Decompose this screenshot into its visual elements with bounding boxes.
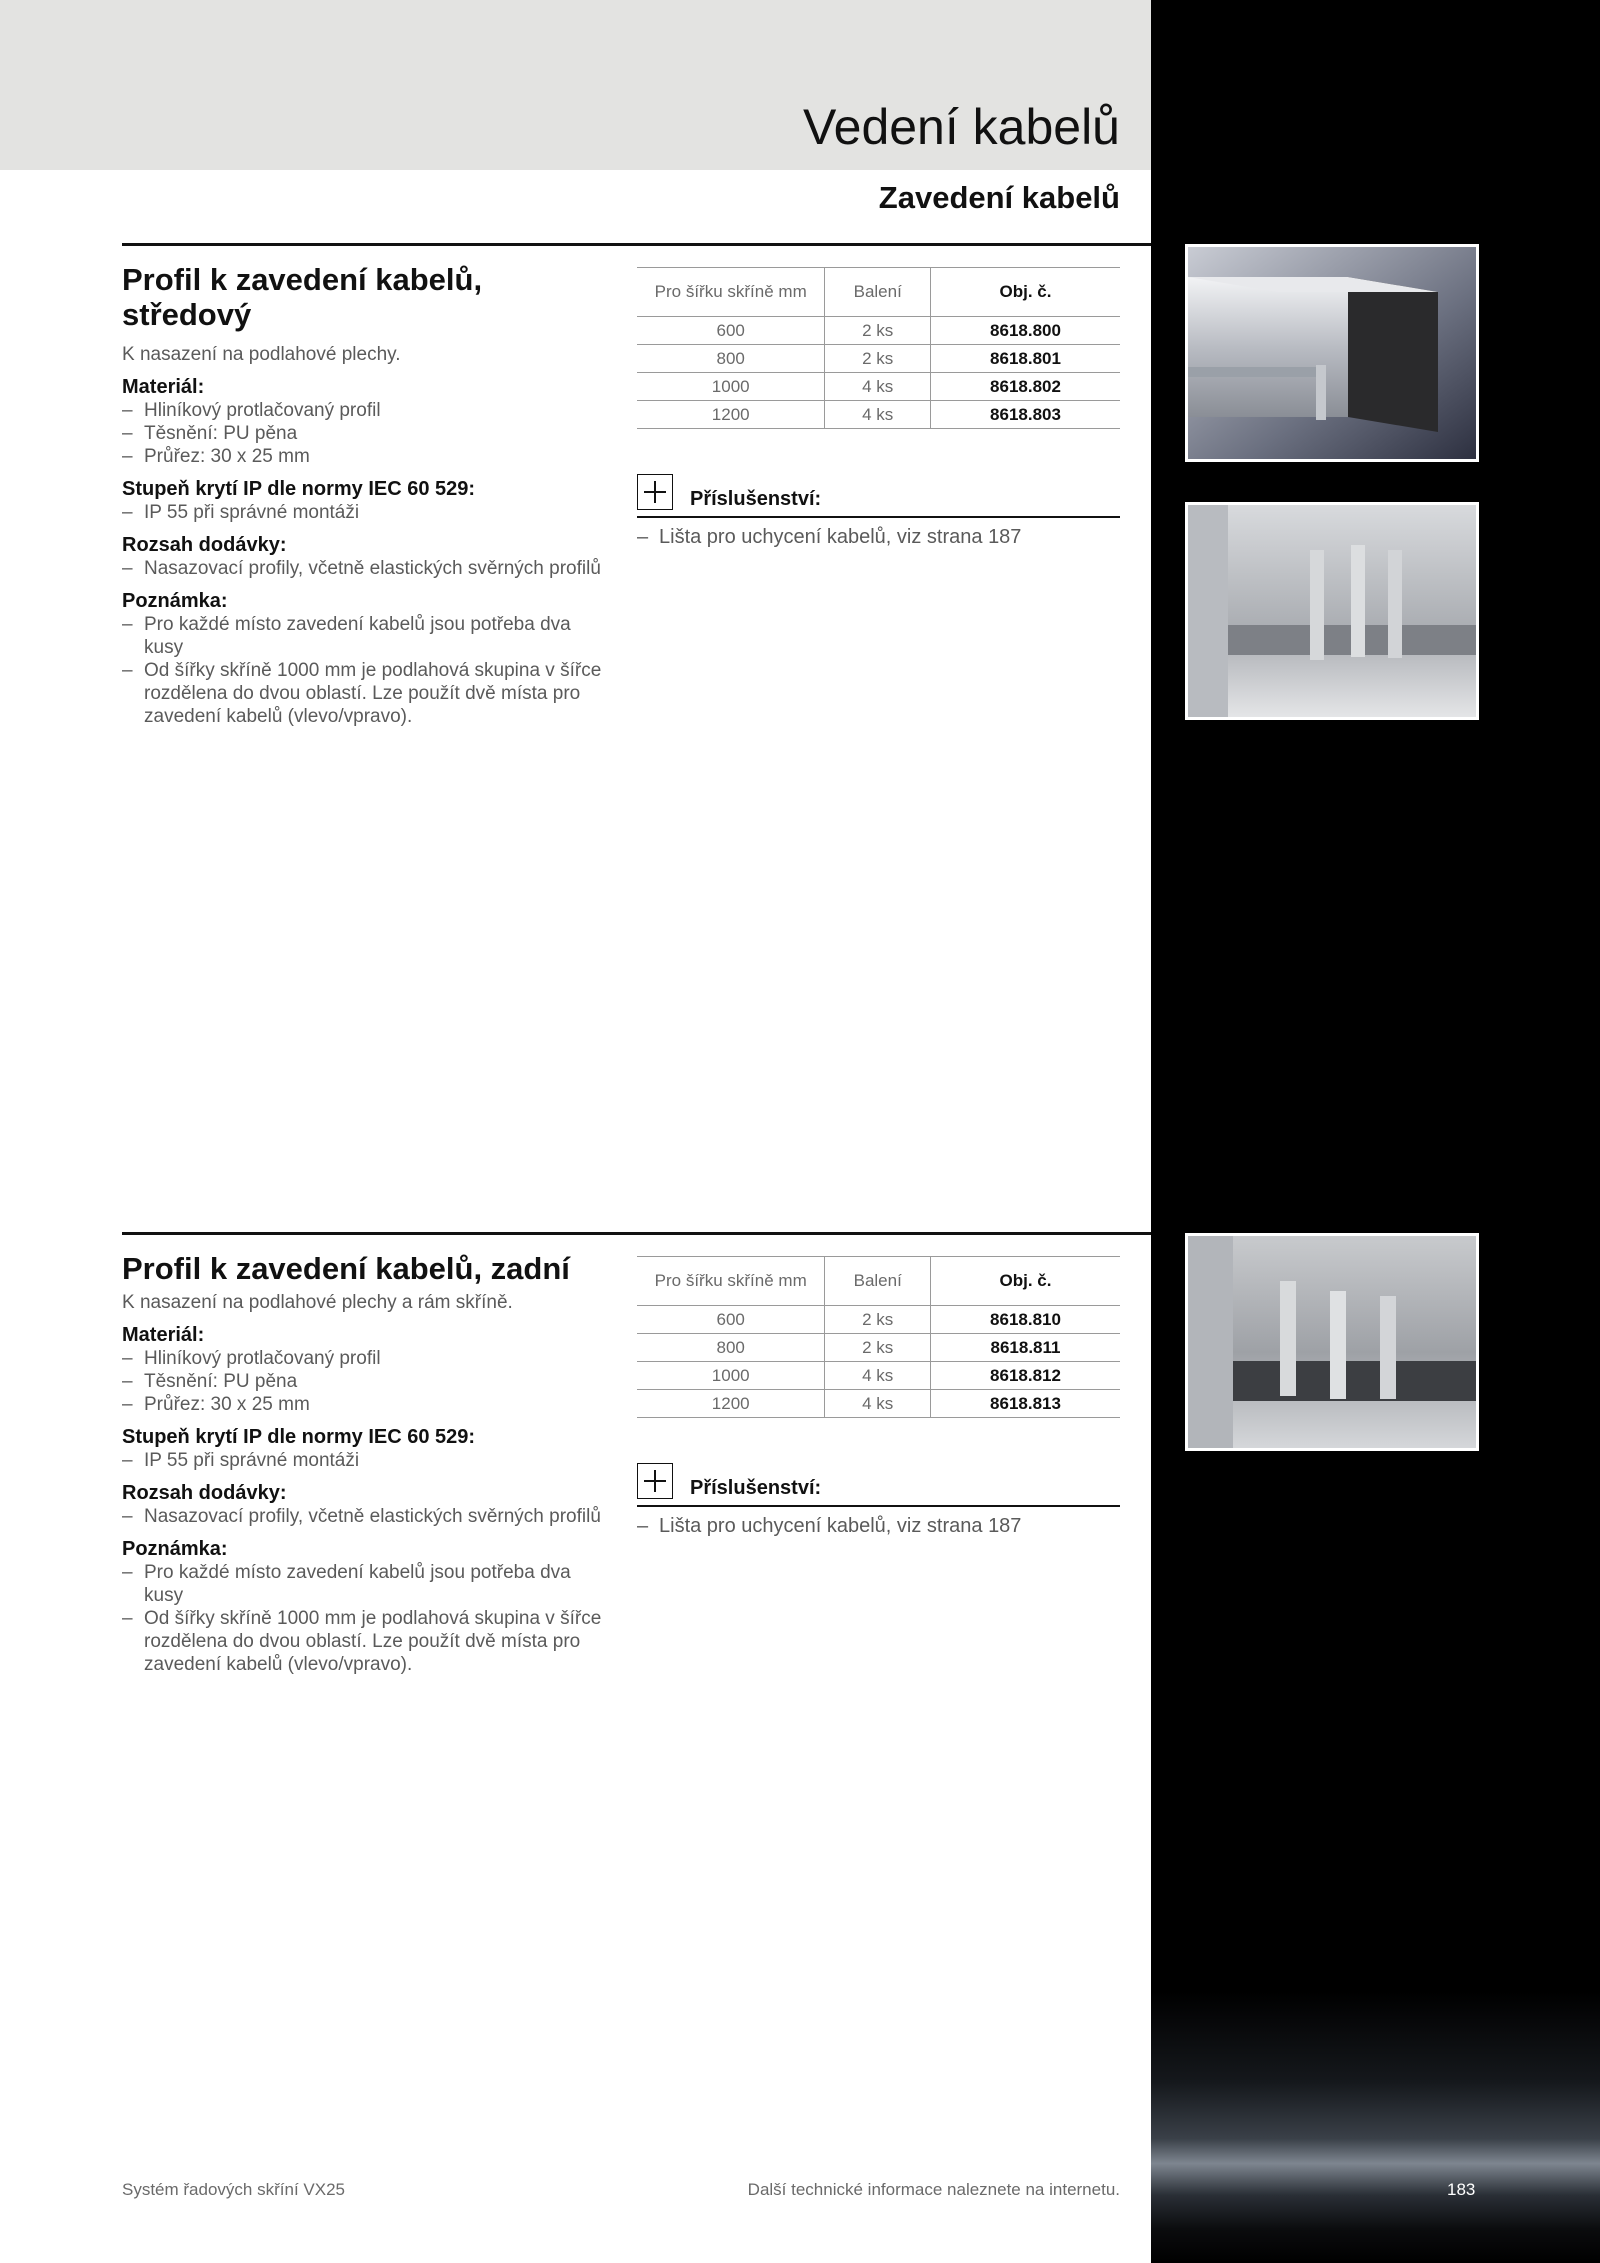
list-item: – Hliníkový protlačovaný profil [122,1348,381,1369]
cell-order: 8618.811 [931,1334,1120,1362]
product-description-1 [122,262,602,728]
list-item: – Těsnění: PU pěna [122,1371,298,1392]
list-item: – Průřez: 30 x 25 mm [122,446,310,467]
table-row [637,1362,1120,1390]
table-header-row [637,1257,1120,1306]
table-row [637,401,1120,429]
product-photo-rear [1185,1233,1479,1451]
block-material [122,376,602,468]
order-table-1 [637,267,1120,429]
page-number: 183 [1447,2180,1476,2199]
block-heading: Poznámka: [122,590,228,612]
accessories-header [637,1459,1120,1507]
accessory-item: – Lišta pro uchycení kabelů, viz strana 187 [637,526,1022,548]
product-photo-installed [1185,502,1479,720]
list-item: – Průřez: 30 x 25 mm [122,1394,310,1415]
list-item: – Hliníkový protlačovaný profil [122,400,381,421]
cell-pack: 2 ks [825,345,931,373]
list-item: – Těsnění: PU pěna [122,423,298,444]
block-ip [122,478,602,524]
col-header-order: Obj. č. [931,268,1120,317]
cell-pack: 2 ks [825,1306,931,1334]
accessories-label: Příslušenství: [690,1477,822,1499]
block-ip [122,1426,602,1472]
table-row [637,1334,1120,1362]
section-divider [122,1232,1151,1235]
list-item: – Nasazovací profily, včetně elastických svěrných profilů [122,1506,601,1527]
block-heading: Materiál: [122,376,205,398]
section-divider [122,243,1151,246]
cell-width: 1000 [637,373,825,401]
col-header-order: Obj. č. [931,1257,1120,1306]
accessory-item: – Lišta pro uchycení kabelů, viz strana 187 [637,1515,1022,1537]
cell-width: 600 [637,1306,825,1334]
footer-series: Systém řadových skříní VX25 [122,2180,345,2199]
cell-order: 8618.802 [931,373,1120,401]
product-photo-profile [1185,244,1479,462]
block-material [122,1324,602,1416]
list-item: – Pro každé místo zavedení kabelů jsou potřeba dva kusy [122,614,571,658]
cell-order: 8618.813 [931,1390,1120,1418]
plus-icon [637,1463,673,1499]
cell-order: 8618.812 [931,1362,1120,1390]
table-row [637,373,1120,401]
cell-order: 8618.810 [931,1306,1120,1334]
list-item: – Nasazovací profily, včetně elastických svěrných profilů [122,558,601,579]
block-heading: Rozsah dodávky: [122,1482,287,1504]
block-heading: Poznámka: [122,1538,228,1560]
list-item: – Pro každé místo zavedení kabelů jsou potřeba dva kusy [122,1562,571,1606]
cell-width: 1200 [637,401,825,429]
cell-order: 8618.801 [931,345,1120,373]
table-header-row [637,268,1120,317]
cell-pack: 2 ks [825,1334,931,1362]
cell-width: 1000 [637,1362,825,1390]
block-heading: Stupeň krytí IP dle normy IEC 60 529: [122,478,476,500]
list-item: – Od šířky skříně 1000 mm je podlahová skupina v šířce rozdělena do dvou oblastí. Lze použít dvě místa pro zavedení kabelů (vlevo/vpravo). [122,660,602,727]
list-item: – Od šířky skříně 1000 mm je podlahová skupina v šířce rozdělena do dvou oblastí. Lze použít dvě místa pro zavedení kabelů (vlevo/vpravo). [122,1608,602,1675]
col-header-pack: Balení [825,1257,931,1306]
block-heading: Rozsah dodávky: [122,534,287,556]
block-delivery [122,534,602,580]
col-header-pack: Balení [825,268,931,317]
page-title: Vedení kabelů [803,99,1120,155]
cell-pack: 4 ks [825,401,931,429]
cell-pack: 4 ks [825,1390,931,1418]
plus-icon [637,474,673,510]
page-subtitle: Zavedení kabelů [878,180,1120,215]
cell-order: 8618.803 [931,401,1120,429]
order-table-2 [637,1256,1120,1418]
footer-info: Další technické informace naleznete na internetu. [747,2180,1120,2199]
list-item: – IP 55 při správné montáži [122,1450,360,1471]
cell-width: 800 [637,1334,825,1362]
accessories-label: Příslušenství: [690,488,822,510]
block-heading: Materiál: [122,1324,205,1346]
cell-order: 8618.800 [931,317,1120,345]
product-intro: K nasazení na podlahové plechy a rám skříně. [122,1292,513,1313]
product-title: Profil k zavedení kabelů, středový [122,262,483,332]
cell-pack: 4 ks [825,373,931,401]
product-intro: K nasazení na podlahové plechy. [122,344,401,365]
block-heading: Stupeň krytí IP dle normy IEC 60 529: [122,1426,476,1448]
list-item: – IP 55 při správné montáži [122,502,360,523]
block-delivery [122,1482,602,1528]
product-title: Profil k zavedení kabelů, zadní [122,1251,570,1286]
accessories-header [637,470,1120,518]
cell-pack: 4 ks [825,1362,931,1390]
cell-width: 1200 [637,1390,825,1418]
table-row [637,317,1120,345]
cell-width: 600 [637,317,825,345]
table-row [637,345,1120,373]
cell-pack: 2 ks [825,317,931,345]
accessories-2 [637,1459,1120,1538]
product-description-2 [122,1251,602,1676]
block-note [122,1538,602,1676]
table-row [637,1390,1120,1418]
table-row [637,1306,1120,1334]
col-header-width: Pro šířku skříně mm [637,268,825,317]
cell-width: 800 [637,345,825,373]
col-header-width: Pro šířku skříně mm [637,1257,825,1306]
block-note [122,590,602,728]
accessories-1 [637,470,1120,549]
